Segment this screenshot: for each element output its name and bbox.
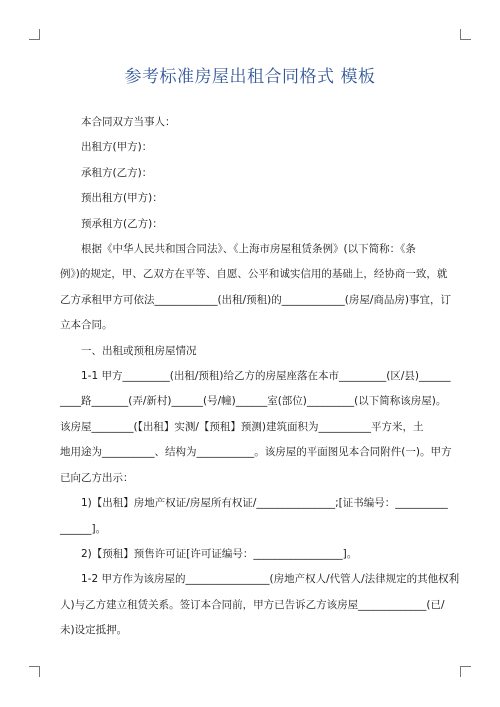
clause-line: 1-1 甲方_________(出租/预租)给乙方的房屋座落在本市_________(区/县)______ (81, 370, 451, 383)
clause-line: 地用途为__________、结构为___________。该房屋的平面图见本合同附件(一)。甲方 (60, 446, 452, 459)
preamble-line: 例》)的规定，甲、乙双方在平等、自愿、公平和诚实信用的基础上，经协商一致，就 (60, 268, 448, 281)
preamble-line: 立本合同。 (60, 319, 113, 332)
preamble-line: 乙方承租甲方可依法____________(出租/预租)的____________(房屋/商品房)事宜，订 (60, 293, 451, 306)
clause-line: 1)【出租】房地产权证/房屋所有权证/_______________;[证书编号：__________ (81, 497, 448, 510)
clause-line: 该房屋________(【出租】实测/【预租】预测)建筑面积为__________平方米，土 (60, 420, 424, 433)
lessor-line: 出租方(甲方)： (81, 141, 153, 154)
document-body (60, 110, 460, 644)
crop-mark-bottom-left (29, 666, 40, 677)
section-heading: 一、出租或预租房屋情况 (81, 344, 197, 357)
crop-mark-bottom-right (460, 666, 471, 677)
clause-line: 2)【预租】预售许可证[许可证编号：_________________]。 (81, 547, 358, 560)
pre-lessee-line: 预承租方(乙方)： (81, 217, 163, 230)
clause-line: 1-2 甲方作为该房屋的________________(房地产权人/代管人/法律规定的其他权利 (81, 573, 460, 586)
clause-line: ______]。 (60, 522, 107, 535)
parties-heading: 本合同双方当事人： (81, 116, 176, 128)
clause-line: 已向乙方出示： (60, 471, 134, 484)
crop-mark-top-right (460, 29, 471, 40)
lessee-line: 承租方(乙方)： (81, 166, 153, 179)
clause-line: ____路_______(弄/新村)______(号/幢)______室(部位)_________(以下简称该房屋)。 (60, 395, 447, 408)
document-title: 参考标准房屋出租合同格式 模板 (124, 67, 376, 87)
pre-lessor-line: 预出租方(甲方)： (81, 192, 163, 205)
crop-mark-top-left (29, 29, 40, 40)
preamble-line: 根据《中华人民共和国合同法》、《上海市房屋租赁条例》(以下简称：《条 (81, 243, 416, 256)
clause-line: 人)与乙方建立租赁关系。签订本合同前，甲方已告诉乙方该房屋_____________(已/ (60, 598, 445, 611)
clause-line: 未)设定抵押。 (60, 624, 128, 637)
